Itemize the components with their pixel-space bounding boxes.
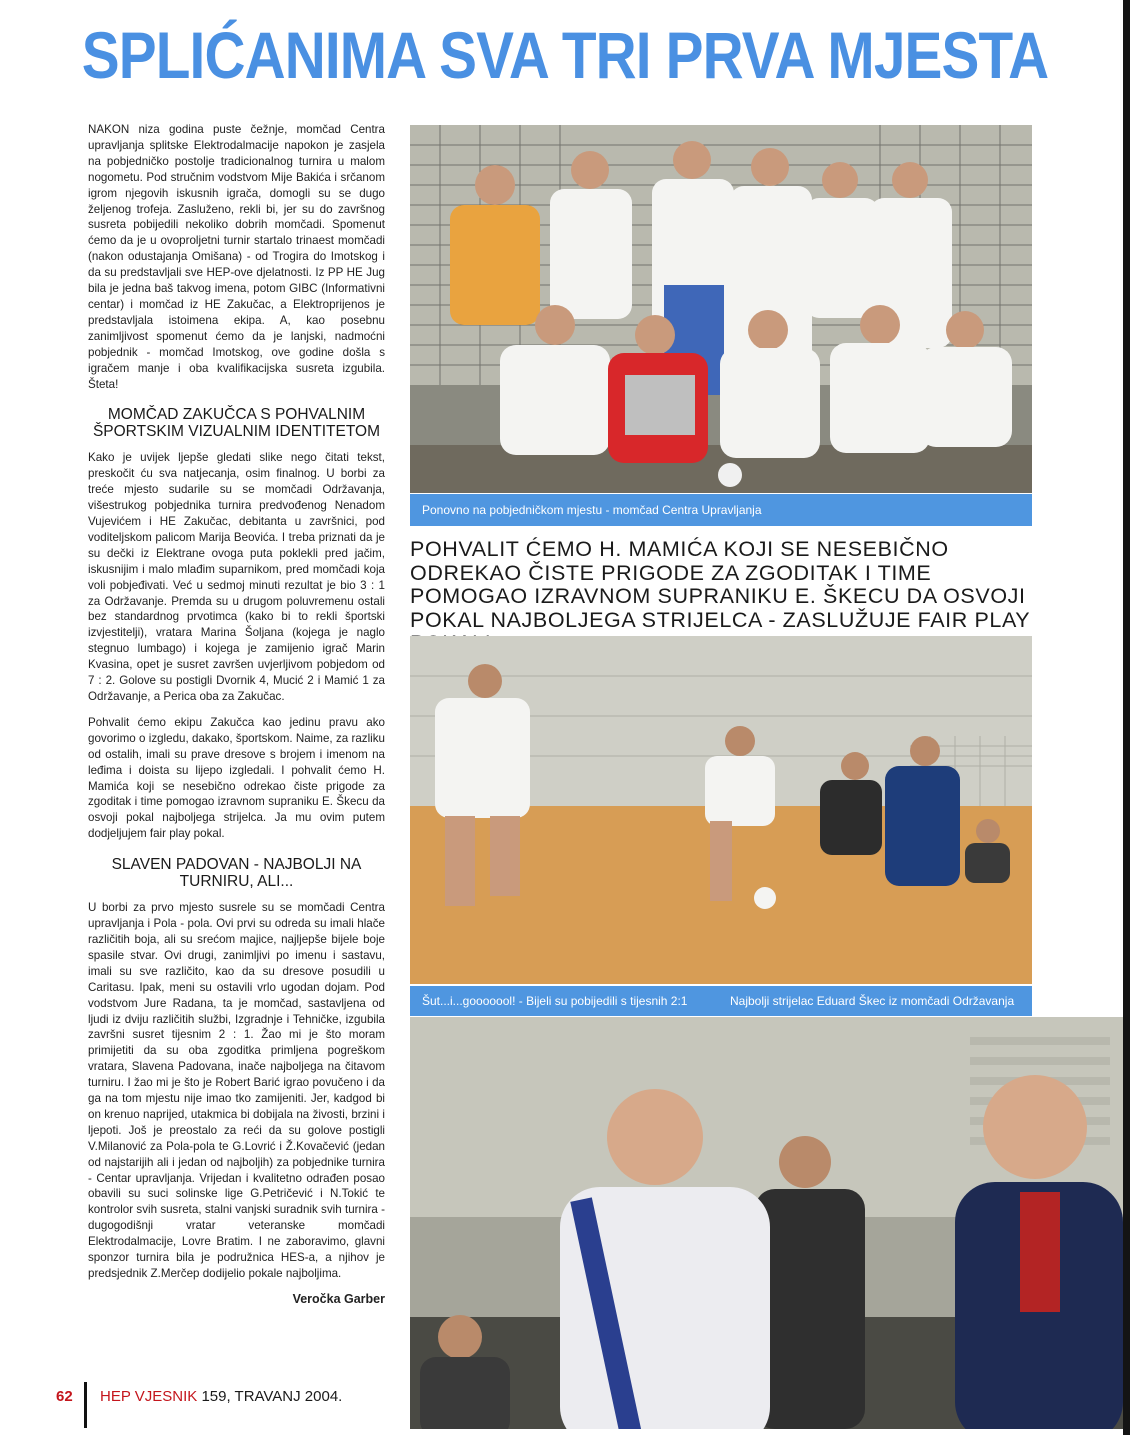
article-paragraph: NAKON niza godina puste čežnje, momčad Centra upravljanja splitske Elektrodalmacije napokon je zasjela na pobjedničko postolje tradicionalnog turnira u malom nogometu. Pod stručnim vodstvom Mije Bakića i srčanom igrom njegovih iskusnih igrača, domogli su se dugo željenog trofeja. Zasluženo, rekli bi, jer su do završnog susreta pobijedili nekoliko dobrih momčadi. Spomenut ćemo da je u ovoproljetni turnir startalo trinaest momčadi (nakon odustajanja Omišana) - od Trogira do Imotskog i da su predstavljali sve HEP-ove djelatnosti. Iz PP HE Jug bila je jedna baš takvog imena, potom GIBC (Informativni centar) i momčad iz HE Zakučac, a Elektroprijenos je predstavljala istoimena ekipa. A, kao posebnu zanimljivost spomenut ćemo da je lanjski, nadmoćni pobjednik - momčad Imotskog, ove godine došla s igračem manje i oba kvalifikacijska susreta izgubila. Šteta!: [88, 123, 385, 391]
page-title: SPLIĆANIMA SVA TRI PRVA MJESTA: [81, 18, 1049, 92]
section-heading: MOMČAD ZAKUČCA S POHVALNIM ŠPORTSKIM VIZUALNIM IDENTITETOM: [92, 406, 381, 441]
team-photo: [410, 125, 1032, 493]
section-heading: SLAVEN PADOVAN - NAJBOLJI NA TURNIRU, ALI...: [111, 856, 362, 891]
article-paragraph: Pohvalit ćemo ekipu Zakučca kao jedinu pravu ako govorimo o izgledu, dakako, športskom. Naime, za razliku od ostalih, imali su prave dresove s brojem i imenom na leđima i doista su lijepo izgledali. I pohvalit ćemo H. Mamića koji se nesebično odrekao čiste prigode za zgoditak i time pomogao izravnom supraniku E. Škecu da osvoji pokal najboljega strijelca. Ja mu ovim putem dodjeljujem fair play pokal.: [88, 715, 385, 841]
award-photo: [410, 1017, 1123, 1429]
article-column: [88, 122, 385, 1308]
photo-caption: Šut...i...gooooool! - Bijeli su pobijedili s tijesnih 2:1: [422, 994, 688, 1008]
magazine-name: HEP VJESNIK: [100, 1388, 198, 1405]
page-number: 62: [56, 1388, 73, 1405]
article-paragraph: Kako je uvijek ljepše gledati slike nego čitati tekst, preskočit ću sva natjecanja, osim finalnog. U borbi za treće mjesto sudarile su se momčadi Održavanja, višestrukog pobjednika turnira predvođenog Nenadom Vujevićem i HE Zakučac, debitanta u završnici, pod voditeljskom palicom Marija Beovića. I treba priznati da je su dečki iz Elektrane ovoga puta poklekli pred jačim, iskusnijim i malo mlađim suparnikom, pred momčadi koja voli pobjeđivati. Već u sedmoj minuti rezultat je bio 3 : 1 za Održavanje. Premda su u drugom poluvremenu ostali bez standardnog prvotimca (kako bi to rekli športski izvjestitelji), vratara Marina Šoljana (kojega je naglo stegnuo lumbago) i kojega je zamijenio igrač Marin Kvasina, opet je susret završen uvjerljivom pobjedom od 7 : 2. Golove su postigli Dvornik 4, Mucić 2 i Mamić 1 za Održavanje, a Perica oba za Zakučac.: [88, 451, 385, 703]
pull-quote: POHVALIT ĆEMO H. MAMIĆA KOJI SE NESEBIČNO ODREKAO ČISTE PRIGODE ZA ZGODITAK I TIME POMOGAO IZRAVNOM SUPRANIKU E. ŠKECU DA OSVOJI POKAL NAJBOLJEGA STRIJELCA - ZASLUŽUJE FAIR PLAY: [410, 537, 1030, 632]
photo-caption-bar: [410, 986, 1032, 1016]
article-paragraph: U borbi za prvo mjesto susrele su se momčadi Centra upravljanja i Pola - pola. Ovi prvi su odreda su imali hlače različitih boja, ali su srećom majice, najljepše bijele boje spasile stvar. Ovi drugi, zanimljivi po imenu i sastavu, imali su sve različito, kao da su dresove posudili u Caritasu. Ipak, meni su ostavili vrlo ugodan dojam. Pod vodstvom Jure Radana, ta je momčad, sastavljena od ljudi iz dviju različitih službi, Izgradnje i Tehničke, izgubila završni susret tijesnim 2 : 1. Žao mi je što moram primijetiti da su oba zgoditka primljena pogreškom vratara, Slavena Padovana, inače najboljega na čitavom turniru. I žao mi je što je Robert Barić igrao povučeno i da ga na tom mjestu nije imao tko zamijeniti. Jer, kadgod bi on krenuo naprijed, utakmica bi dobijala na živosti, brzini i ljepoti. Još je preostalo za reći da su golove postigli V.Milanović za Pola-pola te G.Lovrić i Ž.Kovačević (jedan od najstarijih ali i jedan od najboljih) za pobjednike turnira - Centar upravljanja. Vrijedan i kvalitetno odrađen posao obavili su suci solinske lige G.Petričević i N.Tokić te kontrolor svih susreta, stalni vanjski suradnik svih turnira - dugogodišnji vratar veteranske momčadi Elektrodalmacije, Lovre Bratim. I ne zaboravimo, glavni sponzor turnira bila je podružnica HES-a, a njihov je predsjednik Z.Merčep dodijelio pokale najboljima.: [88, 901, 385, 1280]
issue-info: 159, TRAVANJ 2004.: [201, 1388, 343, 1405]
author-signature: Veročka Garber: [292, 1291, 385, 1306]
magazine-info: [100, 1388, 342, 1405]
match-photo: [410, 636, 1032, 984]
photo-caption: Ponovno na pobjedničkom mjestu - momčad Centra Upravljanja: [410, 494, 1032, 526]
photo-caption: Najbolji strijelac Eduard Škec iz momčadi Održavanja: [730, 994, 1015, 1008]
page-edge-bar: [1123, 0, 1130, 1435]
